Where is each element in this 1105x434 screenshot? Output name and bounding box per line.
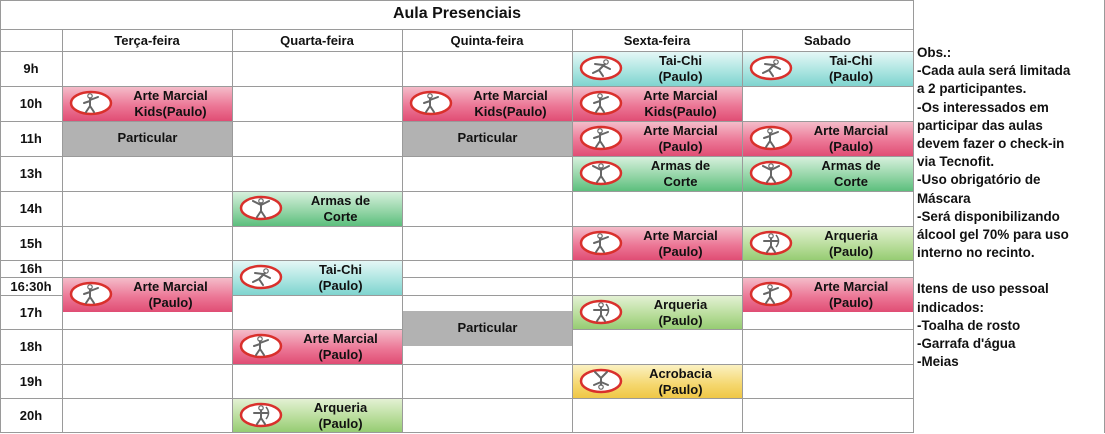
blade-weapons-icon [239, 195, 283, 221]
time-label: 10h [19, 96, 43, 111]
time-label: 9h [23, 61, 39, 76]
time-label: 16h [19, 261, 43, 276]
class-title: Tai-Chi [829, 53, 873, 68]
class-title: Tai-Chi [318, 262, 363, 277]
grid-line [0, 398, 914, 399]
time-label: 11h [20, 131, 42, 146]
grid-line [0, 29, 914, 30]
notes-line [917, 262, 1103, 280]
class-title: Armas de [650, 158, 711, 173]
archery-icon [749, 230, 793, 256]
class-subtitle: (Paulo) [828, 295, 874, 310]
class-subtitle: (Paulo) [658, 382, 703, 397]
martial-arts-icon [579, 230, 623, 256]
class-arqueria[interactable] [573, 296, 742, 329]
martial-arts-icon [579, 90, 623, 116]
class-particular[interactable] [403, 311, 572, 346]
class-subtitle: (Paulo) [318, 347, 363, 362]
martial-arts-icon [69, 90, 113, 116]
class-subtitle: (Paulo) [658, 244, 703, 259]
day-header-quarta: Quarta-feira [280, 33, 354, 48]
grid-line [0, 0, 914, 1]
class-arqueria[interactable] [233, 399, 402, 432]
martial-arts-icon [749, 125, 793, 151]
time-label: 20h [19, 408, 43, 423]
notes-line: Máscara [917, 190, 971, 206]
blade-weapons-icon [579, 160, 623, 186]
class-subtitle: (Paulo) [318, 278, 363, 293]
class-title: Arte Marcial [303, 331, 378, 346]
notes-panel [917, 44, 1103, 371]
class-title: Arqueria [653, 297, 708, 312]
day-header-terca: Terça-feira [114, 33, 180, 48]
time-label: 15h [19, 236, 43, 251]
martial-arts-icon [409, 90, 453, 116]
class-subtitle: Corte [323, 209, 358, 224]
class-subtitle: (Paulo) [828, 244, 874, 259]
class-arte-marcial[interactable] [573, 227, 742, 260]
class-particular[interactable] [63, 122, 232, 156]
day-header-quinta: Quinta-feira [450, 33, 524, 48]
acrobatics-icon [579, 368, 623, 394]
archery-icon [579, 299, 623, 325]
class-title: Armas de [821, 158, 881, 173]
class-arqueria[interactable] [743, 227, 913, 260]
class-subtitle: Corte [834, 174, 868, 189]
class-arte-marcial[interactable] [63, 278, 232, 312]
class-title: Arte Marcial [133, 279, 208, 294]
time-label: 17h [19, 305, 43, 320]
grid-line [0, 364, 914, 365]
class-arte-marcial[interactable] [233, 330, 402, 364]
class-title: Tai-Chi [658, 53, 703, 68]
class-title: Acrobacia [649, 366, 712, 381]
notes-line: indicados: [917, 299, 984, 315]
class-title: Arte Marcial [643, 123, 718, 138]
schedule-title: Aula Presenciais [392, 5, 522, 22]
notes-line: -Cada aula será limitada [917, 63, 1071, 79]
class-tai-chi[interactable] [743, 52, 913, 86]
class-subtitle: (Paulo) [148, 295, 193, 310]
notes-line: Obs.: [917, 45, 952, 60]
time-label: 14h [19, 201, 43, 216]
class-armas-de-corte[interactable] [573, 157, 742, 191]
time-label: 16:30h [10, 279, 52, 294]
notes-line: -Os interessados em [917, 99, 1049, 115]
class-arte-marcial-kids[interactable] [573, 87, 742, 121]
class-arte-marcial-kids[interactable] [403, 87, 572, 121]
class-title: Particular [457, 130, 518, 145]
tai-chi-icon [579, 55, 623, 81]
class-arte-marcial-kids[interactable] [63, 87, 232, 121]
class-title: Particular [457, 320, 518, 335]
tai-chi-icon [239, 264, 283, 290]
notes-line: interno no recinto. [917, 245, 1035, 261]
class-title: Arte Marcial [813, 279, 889, 294]
notes-line: -Uso obrigatório de [917, 172, 1041, 188]
class-armas-de-corte[interactable] [743, 157, 913, 191]
time-label: 18h [19, 339, 43, 354]
class-title: Arqueria [824, 228, 878, 243]
martial-arts-icon [579, 125, 623, 151]
time-label: 19h [19, 374, 43, 389]
grid-line [913, 0, 914, 433]
notes-line: participar das aulas [917, 117, 1043, 133]
class-title: Particular [117, 130, 178, 145]
class-subtitle: (Paulo) [828, 69, 874, 84]
class-subtitle: (Paulo) [658, 139, 703, 154]
class-arte-marcial[interactable] [743, 122, 913, 156]
grid-line [0, 191, 914, 192]
class-title: Arte Marcial [643, 228, 718, 243]
class-subtitle: (Paulo) [318, 416, 363, 431]
class-arte-marcial[interactable] [573, 122, 742, 156]
notes-line: devem fazer o check-in [917, 136, 1065, 152]
class-title: Armas de [310, 193, 371, 208]
grid-line [0, 260, 914, 261]
blade-weapons-icon [749, 160, 793, 186]
class-arte-marcial[interactable] [743, 278, 913, 312]
day-header-sexta: Sexta-feira [623, 33, 691, 48]
class-subtitle: Kids(Paulo) [474, 104, 547, 119]
day-header-sabado: Sabado [804, 33, 851, 48]
class-title: Arte Marcial [473, 88, 548, 103]
tai-chi-icon [749, 55, 793, 81]
martial-arts-icon [749, 281, 793, 307]
class-title: Arte Marcial [643, 88, 718, 103]
class-title: Arqueria [313, 400, 368, 415]
notes-line: Itens de uso pessoal [917, 281, 1049, 297]
notes-line: -Garrafa d'água [917, 336, 1016, 352]
time-label: 13h [19, 166, 43, 181]
grid-line [232, 29, 233, 433]
class-subtitle: (Paulo) [658, 313, 703, 328]
martial-arts-icon [239, 333, 283, 359]
class-subtitle: (Paulo) [658, 69, 703, 84]
class-tai-chi[interactable] [573, 52, 742, 86]
martial-arts-icon [69, 281, 113, 307]
notes-line: -Será disponibilizando [917, 208, 1060, 224]
class-title: Arte Marcial [813, 123, 889, 138]
notes-line: via Tecnofit. [917, 154, 995, 170]
class-armas-de-corte[interactable] [233, 192, 402, 226]
archery-icon [239, 402, 283, 428]
grid-line [0, 432, 914, 433]
notes-line: álcool gel 70% para uso [917, 227, 1069, 243]
class-subtitle: Kids(Paulo) [644, 104, 717, 119]
class-title: Arte Marcial [133, 88, 208, 103]
class-subtitle: (Paulo) [828, 139, 874, 154]
class-tai-chi[interactable] [233, 261, 402, 295]
class-subtitle: Corte [663, 174, 698, 189]
class-particular[interactable] [403, 122, 572, 156]
class-subtitle: Kids(Paulo) [134, 104, 207, 119]
class-acrobacia[interactable] [573, 365, 742, 398]
notes-line: -Toalha de rosto [917, 317, 1021, 333]
notes-line: a 2 participantes. [917, 81, 1027, 97]
notes-line: -Meias [917, 354, 959, 370]
